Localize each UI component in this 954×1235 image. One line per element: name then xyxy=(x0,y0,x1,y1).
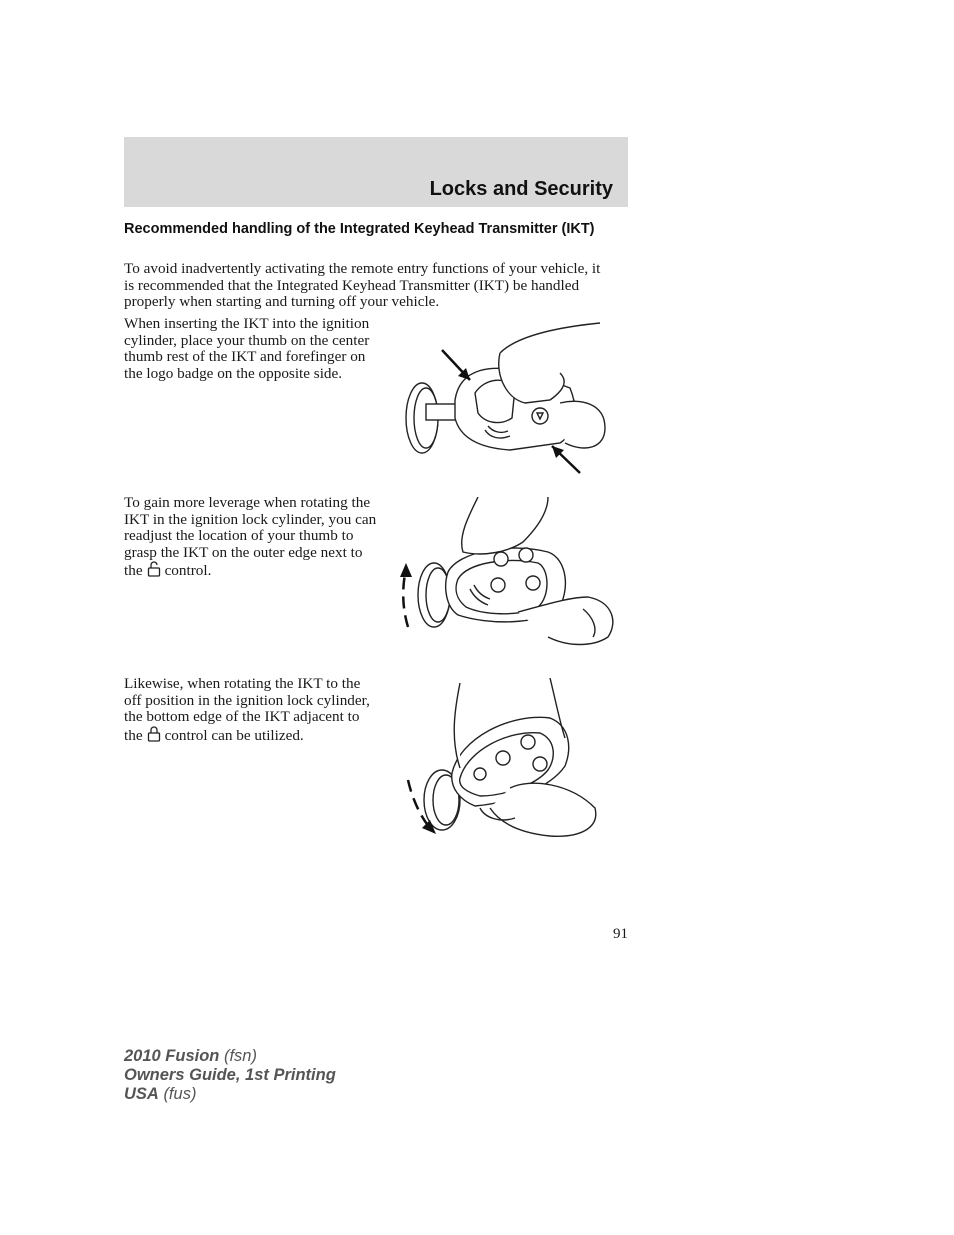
paragraph-off-position-text: Likewise, when rotating the IKT to the off position in the ignition lock cylinder, the bottom edge of the IKT adjacent to the xyxy=(124,675,370,744)
paragraph-insert-ikt: When inserting the IKT into the ignition cylinder, place your thumb on the center thumb rest of the IKT and forefinger on the logo badge on the opposite side. xyxy=(124,315,370,382)
illustration-rotate-off xyxy=(400,678,605,843)
paragraph-off-position-end: control can be utilized. xyxy=(164,726,304,744)
section-heading: Recommended handling of the Integrated Keyhead Transmitter (IKT) xyxy=(124,221,595,237)
footer-line-region: USA (fus) xyxy=(124,1085,197,1103)
page-number: 91 xyxy=(613,926,628,942)
paragraph-leverage-end: control. xyxy=(164,562,212,580)
paragraph-leverage xyxy=(124,495,380,580)
paragraph-leverage-text: To gain more leverage when rotating the IKT in the ignition lock cylinder, you can readjust the location of your thumb to grasp the IKT on the outer edge next to the xyxy=(124,494,377,580)
lock-icon xyxy=(147,726,161,742)
footer-line-model: 2010 Fusion (fsn) xyxy=(124,1047,257,1065)
unlock-icon xyxy=(147,561,161,577)
illustration-rotate-on xyxy=(398,497,620,657)
header-band xyxy=(124,137,628,207)
footer xyxy=(124,1047,336,1104)
intro-paragraph: To avoid inadvertently activating the remote entry functions of your vehicle, it is recommended that the Integrated Keyhead Transmitter (IKT) be handled properly when starting and turning off your vehicle. xyxy=(124,260,601,311)
footer-line-guide: Owners Guide, 1st Printing xyxy=(124,1066,336,1084)
illustration-insert-ikt xyxy=(400,318,610,478)
paragraph-off-position xyxy=(124,676,380,744)
page-title: Locks and Security xyxy=(429,178,613,200)
